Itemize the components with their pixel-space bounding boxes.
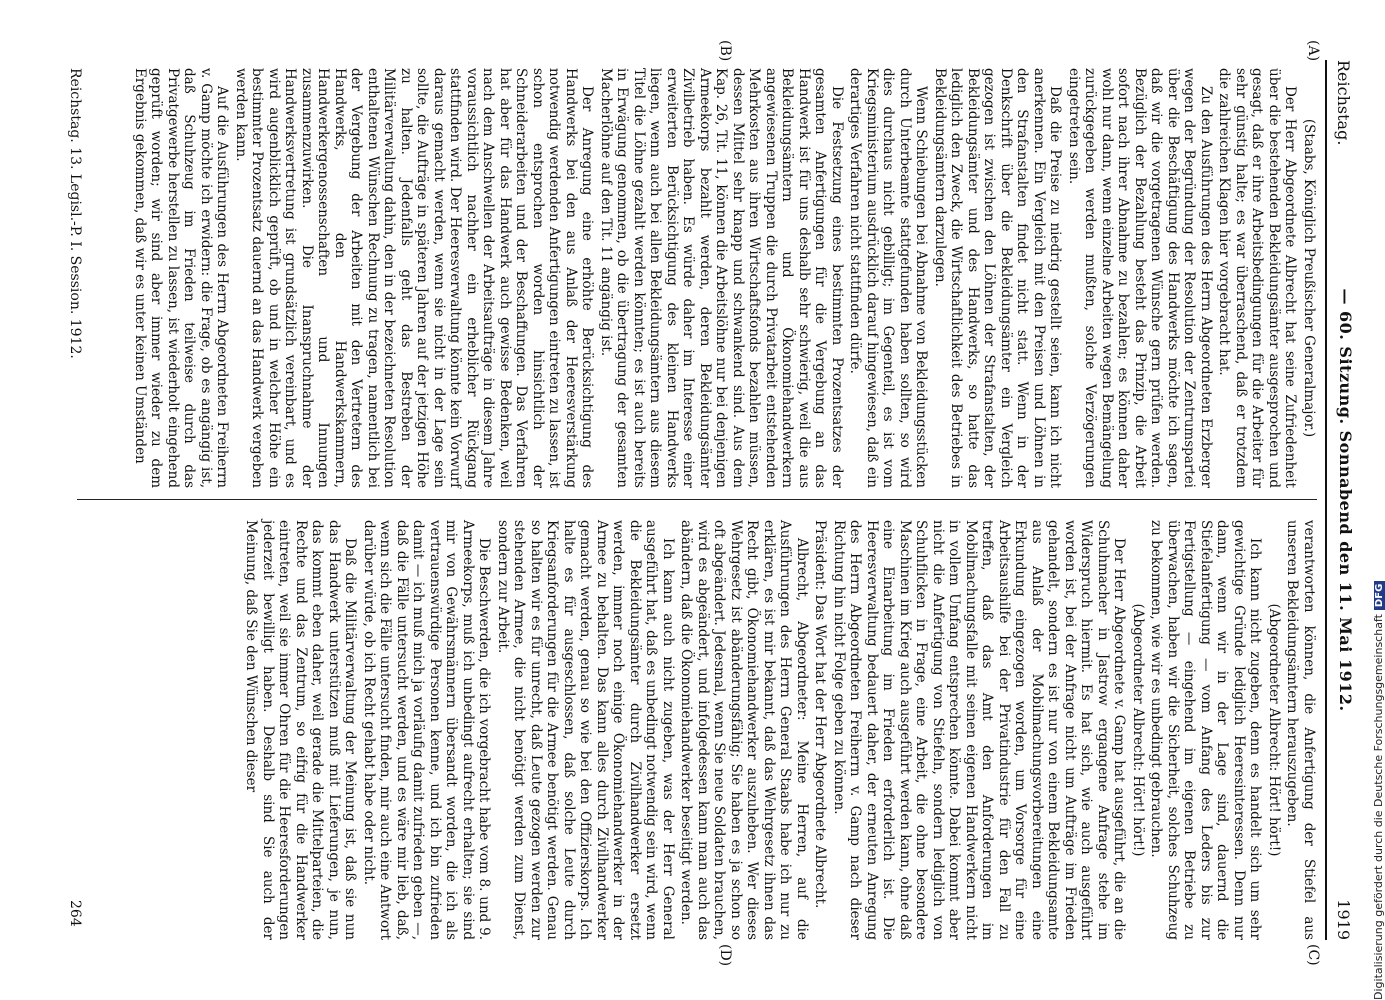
right-column-paragraph: (Abgeordneter Albrecht: Hört! hört!) <box>1266 603 1282 857</box>
right-column-paragraph: Präsident: Das Wort hat der Herr Abgeordnete Albrecht. <box>812 520 829 909</box>
left-column-paragraph: Die Festsetzung eines bestimmten Prozentsatzes der gesamten Anfertigungen für die Vergebung an das Handwerk ist für uns deshalb sehr schwierig, weil die aus Bekleidungsämtern und Ökonomiehandwerkern angewiesenen Truppen die durch Privatarbeit entstehenden Mehrkosten aus ihren Wirtschaftsfonds bezahlen müssen, dessen Mittel sehr knapp und schwankend sind. Aus dem Kap. 26, Tit. 11, können die Arbeitslöhne nur bei denjenigen Armeekorps bezahlt werden, deren Bekleidungsämter Zivilbetrieb haben. Es würde daher im Interesse einer erweiterten Berücksichtigung des kleinen Handwerks liegen, wenn auch bei allen Bekleidungsämtern aus diesem Titel die Löhne gezahlt werden könnten; es ist auch bereits in Erwägung genommen, ob die übertragung der gesamten Macherlöhne auf den Tit. 11 angängig ist. <box>598 68 845 488</box>
digitization-text: Digitalisierung gefördert durch die Deutsche Forschungsgemeinschaft <box>1372 614 1385 1000</box>
footer-right: 264 <box>67 900 83 927</box>
header-left: Reichstag. <box>1334 60 1353 146</box>
left-column <box>130 68 1318 488</box>
left-column-paragraph: Der Herr Abgeordnete Albrecht hat seine Zufriedenheit über die bestehenden Bekleidungsämter ausgesprochen und gesagt, daß er ihre Arbeitsbedingungen für die Arbeiter für sehr günstig halte; es war überraschend, daß er trotzdem die zahlreichen Klagen hier vorgebracht hat. <box>1216 68 1299 488</box>
right-column <box>241 520 1317 940</box>
right-column-paragraph: verantworten können, die Anfertigung der Stiefel aus unseren Bekleidungsämtern herauszugeben. <box>1284 520 1317 940</box>
header-page-number: 1919 <box>1334 899 1353 940</box>
margin-mark-c: (C) <box>1305 944 1321 966</box>
right-column-paragraph: (Abgeordneter Albrecht: Hört! hört!) <box>1130 603 1146 857</box>
dfg-logo: DFG <box>1374 581 1385 610</box>
margin-mark-d: (D) <box>717 944 733 967</box>
footer-left: Reichstag. 13. Legisl.-P. I. Session. 1912. <box>67 68 83 359</box>
header-rule <box>1325 60 1327 940</box>
page-header <box>1327 60 1357 940</box>
left-column-paragraph: Wenn Schiebungen bei Abnahme von Bekleidungsstücken durch Unterbeamte stattgefunden haben sollten, so wird dies durchaus nicht gebilligt; im Gegenteil, es ist vom Kriegsministerium ausdrücklich darauf hingewiesen, daß ein derartiges Verfahren nicht stattfinden dürfe. <box>847 68 930 488</box>
right-column-paragraph: Ich kann auch nicht zugeben, was der Herr General ausgeführt hat, daß es unbedingt notwendig sein wird, wenn die Bekleidungsämter durch Zivilhandwerker ersetzt werden, immer noch einige Ökonomiehandwerker in der Armee zu behalten. Das kann alles durch Zivilhandwerker gemacht werden, genau so wie bei den Offizierskorps. Ich halte es für ausgeschlossen, daß solche Leute durch Kriegsanforderungen für die Armee benötigt werden. Genau so halten wir es für unrecht, daß Leute gezogen werden zur stehenden Armee, die nicht benötigt werden zum Dienst, sondern zur Arbeit. <box>495 520 676 940</box>
left-column-paragraph: (Staabs, Königlich Preußischer Generalmajor.) <box>1301 118 1317 438</box>
left-column-paragraph: Auf die Ausführungen des Herrn Abgeordneten Freiherrn v. Gamp möchte ich erwidern: die Frage, ob es angängig ist, daß Schuhzeug im Frieden teilweise durch das Privatgewerbe herstellen zu lassen, ist wiederholt eingehend geprüft worden; wir sind aber immer wieder zu dem Ergebnis gekommen, daß wir es unter keinen Umständen <box>132 68 231 488</box>
margin-mark-a: (A) <box>1305 40 1321 62</box>
header-center: — 60. Sitzung. Sonnabend den 11. Mai 1912. <box>1336 288 1355 712</box>
right-column-paragraph: Albrecht, Abgeordneter: Meine Herren, auf die Ausführungen des Herrn General Staabs habe ich nur zu erklären, es ist mir bekannt, daß das Wehrgesetz ihnen das Recht gibt, Ökonomiehandwerker auszuheben. Wer dieses Wehrgesetz ist abänderungsfähig; Sie haben es ja schon so oft abgeändert. Jedesmal, wenn Sie neue Soldaten brauchen, wird es abgeändert, und infolgedessen kann man auch das abändern, daß die Ökonomiehandwerker beseitigt werden. <box>678 520 810 940</box>
right-column-paragraph: Der Herr Abgeordnete v. Gamp hat ausgeführt, die an die Schuhmacher in Jastrow ergangene Anfrage stehe im Widerspruch hiermit. Es hat sich, wie auch ausgeführt worden ist, bei der Anfrage nicht um Aufträge im Frieden gehandelt, sondern es ist nur von einem Bekleidungsamte aus Anlaß der Mobilmachungsvorbereitungen eine Erkundung eingezogen worden, um Vorsorge für eine Arbeitsaushilfe bei der Privatindustrie für den Fall zu treffen, daß das Amt den Anforderungen im Mobilmachungsfalle mit seinen eigenen Handwerkern nicht in vollem Umfang entsprechen könnte. Dabei kommt aber nicht die Anfertigung von Stiefeln, sondern lediglich von Schuhflicken in Frage, eine Arbeit, die ohne besondere Maschinen im Krieg auch ausgeführt werden kann, ohne daß eine Einarbeitung im Frieden erforderlich ist. Die Heeresverwaltung bedauert daher, der erneuten Anregung des Herrn Abgeordneten Freiherrn v. Gamp nach dieser Richtung hin nicht Folge geben zu können. <box>831 520 1128 940</box>
right-column-paragraph: Daß die Militärverwaltung der Meinung ist, daß sie nun das Handwerk unterstützen muß mit Lieferungen, je nun, das kommt eben daher, weil gerade die Mittelparteien, die Rechte und das Zentrum, so eifrig für die Handwerker eintreten, weil sie immer Ohren für die Heeresforderungen jederzeit bewilligt haben. Deshalb sind Sie auch der Meinung, daß Sie den Wünschen dieser <box>243 520 359 940</box>
left-column-paragraph: Der Anregung eine erhöhte Berücksichtigung des Handwerks bei den aus Anlaß der Heeresverstärkung notwendig werdenden Anfertigungen eintreten zu lassen, ist schon entsprochen worden hinsichtlich der Schneiderarbeiten und der Beschaffungen. Das Verfahren hat aber für das Handwerk auch gewisse Bedenken, weil nach dem Anschwellen der Arbeitsaufträge in diesem Jahre voraussichtlich nachher ein erheblicher Rückgang stattfinden wird. Der Heeresverwaltung könnte kein Vorwurf daraus gemacht werden, wenn sie nicht in der Lage sein sollte, die Aufträge in späteren Jahren auf der jetzigen Höhe zu halten. Jedenfalls geht das Bestreben der Militärverwaltung dahin, den in der bezeichneten Resolution enthaltenen Wünschen Rechnung zu tragen, namentlich bei der Vergebung der Arbeiten mit den Vertretern des Handwerks, den Handwerkskammern, Handwerkergenossenschaften und Innungen zusammenzuwirken. Die Inanspruchnahme der Handwerksvertretung ist grundsätzlich vereinbart, und es wird augenblicklich geprüft, ob und in welcher Höhe ein bestimmter Prozentsatz dauernd an das Handwerk vergeben werden kann. <box>233 68 596 488</box>
right-column-paragraph: Ich kann nicht zugeben, denn es handelt sich um sehr gewichtige Gründe lediglich Heeresinteressen. Denn nur dann, wenn wir in der Lage sind, dauernd die Stiefelanfertigung — vom Anfang des Leders bis zur Fertigstellung — eingehend im eigenen Betriebe zu überwachen, haben wir die Sicherheit, solches Schuhzeug zu bekommen, wie wir es unbedingt gebrauchen. <box>1148 520 1264 940</box>
right-column-paragraph: Die Beschwerden, die ich vorgebracht habe vom 8. und 9. Armeekorps, muß ich unbedingt aufrecht erhalten; sie sind mir von Gewährsmännern übersandt worden, die ich als vertrauenswürdige Personen kenne, und ich bin zufrieden damit — ich muß mich ja vorläufig damit zufrieden geben —, daß die Fälle untersucht werden, und es wäre mir lieb, daß, wenn sich die Fälle untersucht finden, mir auch eine Antwort darüber würde, ob ich Recht gehabt habe oder nicht. <box>361 520 493 940</box>
left-column-paragraph: Daß die Preise zu niedrig gestellt seien, kann ich nicht anerkennen. Ein Vergleich mit den Preisen und Löhnen in den Strafanstalten findet nicht statt. Wenn in der Denkschrift über die Bekleidungsämter ein Vergleich gezogen ist zwischen den Löhnen der Strafanstalten, der Bekleidungsämter und des Handwerks, so hatte das lediglich den Zweck, die Wirtschaftlichkeit des Betriebes in Bekleidungsämtern darzulegen. <box>932 68 1064 488</box>
margin-mark-b: (B) <box>717 40 733 62</box>
digitization-note <box>1372 540 1385 1000</box>
column-divider <box>77 499 1317 500</box>
left-column-paragraph: Zu den Ausführungen des Herrn Abgeordneten Erzberger wegen der Begründung der Resolution der Zentrumspartei über die Beschäftigung des Handwerks möchte ich sagen, daß wir die vorgetragenen Wünsche gern prüfen werden. Bezüglich der Bezahlung besteht das Prinzip, die Arbeit sofort nach ihrer Abnahme zu bezahlen; es können daher wohl nur dann, wenn einzelne Arbeiten wegen Bemängelung zurückgegeben werden mußten, solche Verzögerungen eingetreten sein. <box>1066 68 1214 488</box>
